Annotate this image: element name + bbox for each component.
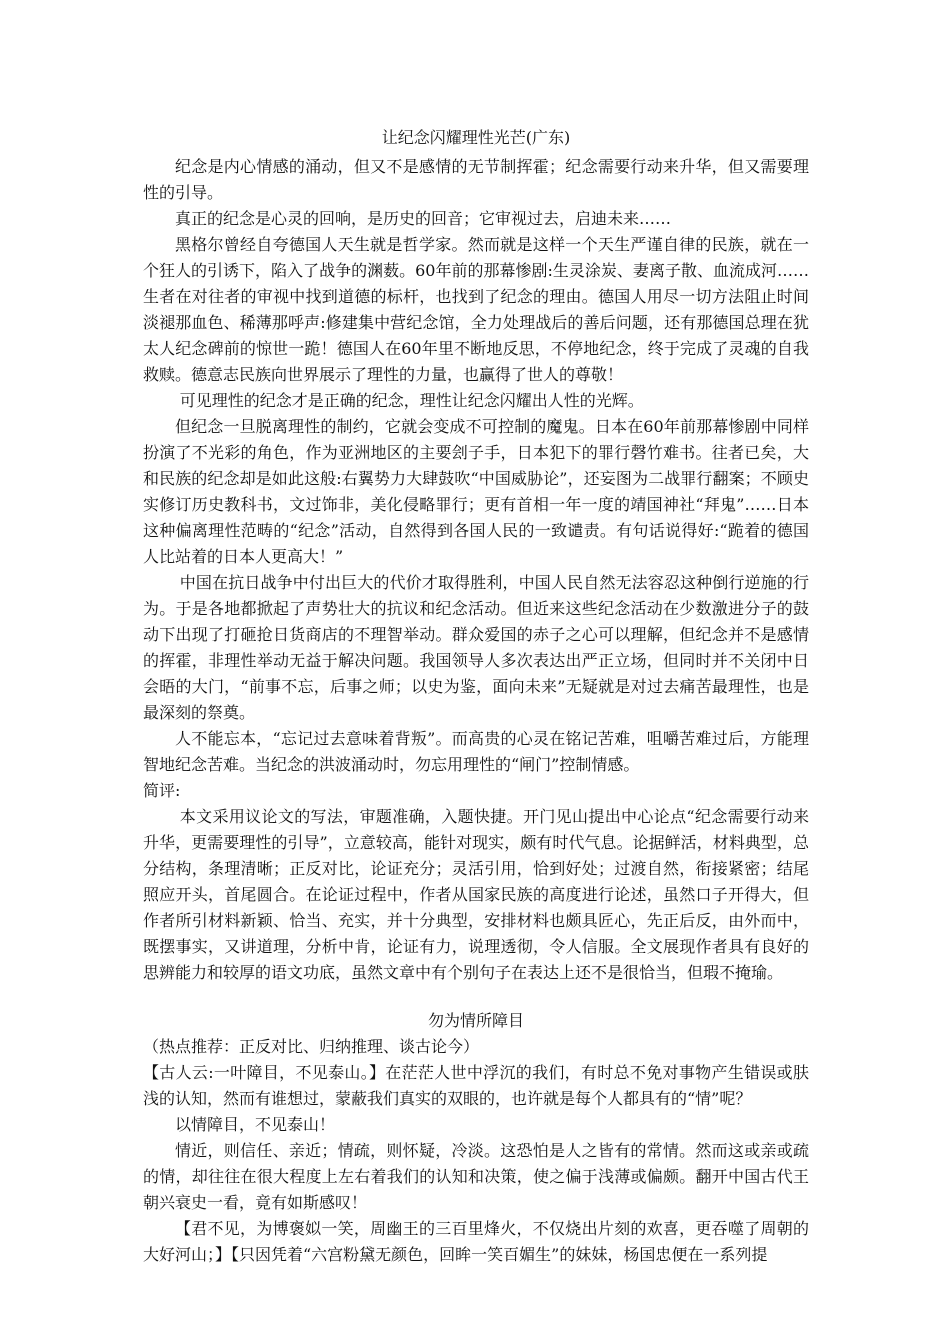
comment-label: 简评: [143, 781, 181, 800]
paragraph: 【古人云:一叶障目，不见泰山。】在茫茫人世中浮沉的我们，有时总不免对事物产生错误或肤浅的认知，然而有谁想过，蒙蔽我们真实的双眼的，也许就是每个人都具有的“情”呢？ [143, 1063, 809, 1108]
paragraph: 中国在抗日战争中付出巨大的代价才取得胜利，中国人民自然无法容忍这种倒行逆施的行为。于是各地都掀起了声势壮大的抗议和纪念活动。但近来这些纪念活动在少数激进分子的鼓动下出现了打砸抢日货商店的不理智举动。群众爱国的赤子之心可以理解，但纪念并不是感情的挥霍，非理性举动无益于解决问题。我国领导人多次表达出严正立场，但同时并不关闭中日会晤的大门，“前事不忘，后事之师；以史为鉴，面向未来”无疑就是对过去痛苦最理性，也是最深刻的祭奠。 [143, 573, 809, 722]
paragraph: 纪念是内心情感的涌动，但又不是感情的无节制挥霍；纪念需要行动来升华，但又需要理性的引导。 [143, 157, 809, 202]
paragraph: 人不能忘本，“忘记过去意味着背叛”。而高贵的心灵在铭记苦难，咀嚼苦难过后，方能理智地纪念苦难。当纪念的洪波涌动时，勿忘用理性的“闸门”控制情感。 [143, 729, 809, 774]
paragraph: 但纪念一旦脱离理性的制约，它就会变成不可控制的魔鬼。日本在60年前那幕惨剧中同样扮演了不光彩的角色，作为亚洲地区的主要刽子手，日本犯下的罪行磬竹难书。往者已矣，大和民族的纪念却是如此这般:右翼势力大肆鼓吹“中国威胁论”，还妄图为二战罪行翻案；不顾史实修订历史教科书，文过饰非，美化侵略罪行；更有首相一年一度的靖国神社“拜鬼”……日本这种偏离理性范畴的“纪念”活动，自然得到各国人民的一致谴责。有句话说得好:“跪着的德国人比站着的日本人更高大！” [143, 417, 809, 566]
paragraph: 真正的纪念是心灵的回响，是历史的回音；它审视过去，启迪未来…… [175, 209, 672, 228]
paragraph: 【君不见，为博褒姒一笑，周幽王的三百里烽火，不仅烧出片刻的欢喜，更吞噬了周朝的大好河山；】【只因凭着“六宫粉黛无颜色，回眸一笑百媚生”的妹妹，杨国忠便在一系列提 [143, 1219, 809, 1264]
article-title: 勿为情所障目 [427, 1011, 524, 1030]
paragraph: 可见理性的纪念才是正确的纪念，理性让纪念闪耀出人性的光辉。 [179, 391, 644, 410]
article-tag: （热点推荐：正反对比、归纳推理、谈古论今） [143, 1037, 480, 1056]
paragraph: 以情障目，不见泰山！ [175, 1115, 336, 1134]
paragraph: 情近，则信任、亲近；情疏，则怀疑，冷淡。这恐怕是人之皆有的常情。然而这或亲或疏的情，却往往在很大程度上左右着我们的认知和决策，使之偏于浅薄或偏颇。翻开中国古代王朝兴衰史一看，竟有如斯感叹！ [143, 1141, 809, 1212]
comment-text: 本文采用议论文的写法，审题准确，入题快捷。开门见山提出中心论点“纪念需要行动来升华，更需要理性的引导”，立意较高，能针对现实，颇有时代气息。论据鲜活，材料典型，总分结构，条理清晰；正反对比，论证充分；灵活引用，恰到好处；过渡自然，衔接紧密；结尾照应开头，首尾圆合。在论证过程中，作者从国家民族的高度进行论述，虽然口子开得大，但作者所引材料新颖、恰当、充实，并十分典型，安排材料也颇具匠心，先正后反，由外而中，既摆事实，又讲道理，分析中肯，论证有力，说理透彻，令人信服。全文展现作者具有良好的思辨能力和较厚的语文功底，虽然文章中有个别句子在表达上还不是很恰当，但瑕不掩瑜。 [143, 807, 809, 982]
document-page [143, 128, 809, 1268]
paragraph: 黑格尔曾经自夸德国人天生就是哲学家。然而就是这样一个天生严谨自律的民族，就在一个狂人的引诱下，陷入了战争的渊薮。60年前的那幕惨剧:生灵涂炭、妻离子散、血流成河……生者在对往者的审视中找到道德的标杆，也找到了纪念的理由。德国人用尽一切方法阻止时间淡褪那血色、稀薄那呼声:修建集中营纪念馆，全力处理战后的善后问题，还有那德国总理在犹太人纪念碑前的惊世一跪！德国人在60年里不断地反思，不停地纪念，终于完成了灵魂的自我救赎。德意志民族向世界展示了理性的力量，也赢得了世人的尊敬！ [143, 235, 809, 384]
article-title: 让纪念闪耀理性光芒(广东) [381, 128, 571, 147]
section-divider [143, 986, 809, 1008]
